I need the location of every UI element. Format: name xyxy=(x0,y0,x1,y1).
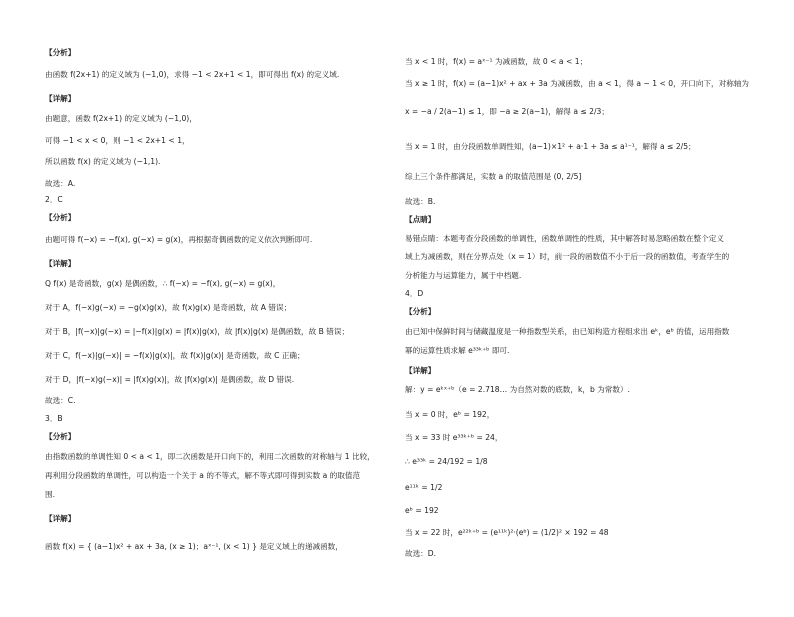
section-heading: 【分析】 xyxy=(45,432,76,441)
text-line: eᵇ = 192 xyxy=(405,506,439,515)
text-line: 3．B xyxy=(45,414,63,423)
text-line: 当 x = 1 时，由分段函数单调性知，(a−1)×1² + a·1 + 3a ≤ a¹⁻¹，解得 a ≤ 2/5； xyxy=(405,142,696,151)
text-line: ∴ e³³ᵏ = 24/192 = 1/8 xyxy=(405,457,488,466)
text-line: 分析能力与运算能力，属于中档题. xyxy=(405,271,522,280)
text-line: Q f(x) 是奇函数，g(x) 是偶函数，∴ f(−x) = −f(x), g(−x) = g(x)， xyxy=(45,279,281,288)
section-heading: 【详解】 xyxy=(405,366,436,375)
text-line: x = −a / 2(a−1) ≤ 1，即 −a ≥ 2(a−1)，解得 a ≤ 2/3； xyxy=(405,107,609,116)
text-line: 综上三个条件都满足，实数 a 的取值范围是 (0, 2/5] xyxy=(405,172,582,181)
section-heading: 【详解】 xyxy=(45,514,76,523)
section-heading: 【分析】 xyxy=(45,213,76,222)
text-line: 故选：D. xyxy=(405,549,437,558)
text-line: 解：y = eᵏˣ⁺ᵇ（e = 2.718… 为自然对数的底数，k，b 为常数）. xyxy=(405,385,630,394)
text-line: 故选：B. xyxy=(405,197,436,206)
section-heading: 【分析】 xyxy=(45,48,76,57)
text-line: 当 x = 33 时 e³³ᵏ⁺ᵇ = 24， xyxy=(405,433,503,442)
text-line: 函数 f(x) = { (a−1)x² + ax + 3a, (x ≥ 1)；aˣ⁻¹, (x < 1) } 是定义域上的递减函数， xyxy=(45,542,343,551)
text-line: 所以函数 f(x) 的定义域为 (−1,1). xyxy=(45,157,161,166)
section-heading: 【详解】 xyxy=(45,259,76,268)
section-heading: 【详解】 xyxy=(45,94,76,103)
text-line: 当 x < 1 时，f(x) = aˣ⁻¹ 为减函数，故 0 < a < 1； xyxy=(405,57,588,66)
text-line: 对于 C，f(−x)|g(−x)| = −f(x)|g(x)|，故 f(x)|g(x)| 是奇函数，故 C 正确； xyxy=(45,351,305,360)
text-line: 可得 −1 < x < 0，则 −1 < 2x+1 < 1， xyxy=(45,136,190,145)
text-line: 由题意，函数 f(2x+1) 的定义域为 (−1,0)， xyxy=(45,114,197,123)
text-line: 幂的运算性质求解 e³³ᵏ⁺ᵇ 即可. xyxy=(405,346,510,355)
text-line: 域上为减函数，则在分界点处（x = 1）时，前一段的函数值不小于后一段的函数值，考查学生的 xyxy=(405,252,730,261)
text-line: 2．C xyxy=(45,195,63,204)
text-line: 由已知中保鲜时间与储藏温度是一种指数型关系，由已知构造方程组求出 eᵏ，eᵇ 的值，运用指数 xyxy=(405,327,730,336)
text-line: 故选：C. xyxy=(45,396,76,405)
text-line: 当 x = 0 时，eᵇ = 192， xyxy=(405,410,495,419)
text-line: e¹¹ᵏ = 1/2 xyxy=(405,483,443,492)
text-line: 对于 A，f(−x)g(−x) = −g(x)g(x)，故 f(x)g(x) 是奇函数，故 A 错误； xyxy=(45,303,292,312)
text-line: 4．D xyxy=(405,289,424,298)
section-heading: 【分析】 xyxy=(405,307,436,316)
text-line: 围. xyxy=(45,490,56,499)
text-line: 故选：A. xyxy=(45,179,76,188)
text-line: 由题可得 f(−x) = −f(x), g(−x) = g(x)，再根据奇偶函数的定义依次判断即可. xyxy=(45,235,313,244)
text-line: 当 x ≥ 1 时，f(x) = (a−1)x² + ax + 3a 为减函数，由 a < 1，得 a − 1 < 0，开口向下，对称轴为 xyxy=(405,79,750,88)
text-line: 当 x = 22 时，e²²ᵏ⁺ᵇ = (e¹¹ᵏ)²·(eᵇ) = (1/2)² × 192 = 48 xyxy=(405,528,609,537)
text-line: 对于 B，|f(−x)|g(−x) = |−f(x)|g(x) = |f(x)|g(x)，故 |f(x)|g(x) 是偶函数，故 B 错误； xyxy=(45,327,350,336)
text-line: 再利用分段函数的单调性，可以构造一个关于 a 的不等式，解不等式即可得到实数 a 的取值范 xyxy=(45,471,361,480)
text-line: 由指数函数的单调性知 0 < a < 1，即二次函数是开口向下的，利用二次函数的对称轴与 1 比较， xyxy=(45,452,375,461)
text-line: 易错点睛：本题考查分段函数的单调性，函数单调性的性质，其中解答时易忽略函数在整个定义 xyxy=(405,234,724,243)
section-heading: 【点睛】 xyxy=(405,215,436,224)
text-line: 对于 D，|f(−x)g(−x)| = |f(x)g(x)|，故 |f(x)g(x)| 是偶函数，故 D 错误. xyxy=(45,375,295,384)
text-line: 由函数 f(2x+1) 的定义域为 (−1,0)，求得 −1 < 2x+1 < 1，即可得出 f(x) 的定义域. xyxy=(45,70,340,79)
